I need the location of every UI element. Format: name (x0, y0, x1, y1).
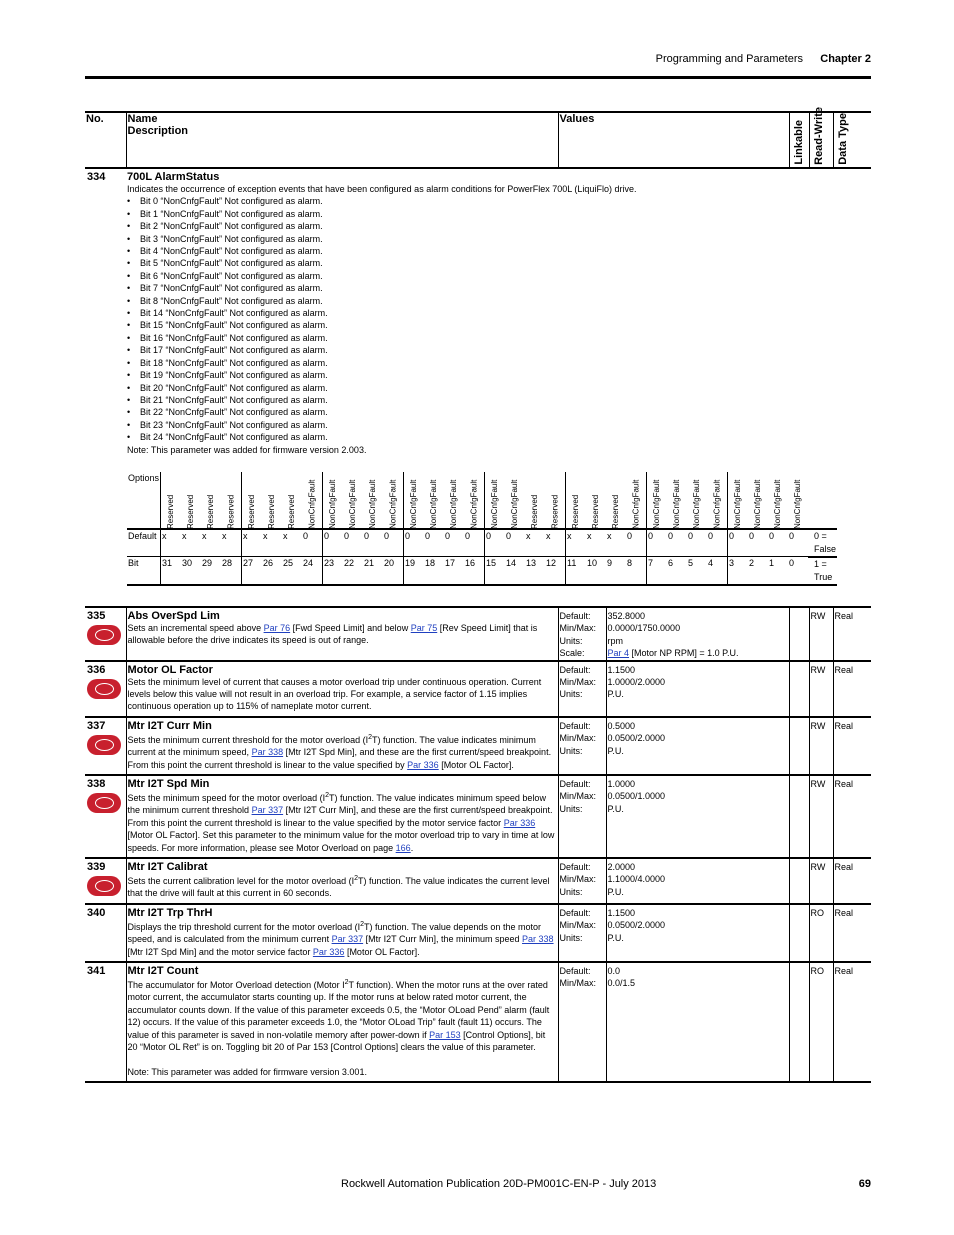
default-cell: 0 (626, 529, 647, 557)
bit-cell: 4 (707, 557, 728, 585)
bit-item: • Bit 0 “NonCnfgFault” Not configured as alarm. (127, 195, 870, 207)
value-values-cell (606, 858, 789, 904)
value-values-cell (606, 717, 789, 775)
bit-cell: 10 (586, 557, 606, 585)
bit-cell: 5 (687, 557, 707, 585)
param-row-338 (85, 775, 871, 858)
value-labels-cell (558, 858, 606, 904)
param-name-desc-cell (126, 661, 558, 717)
bit-cell: 18 (424, 557, 444, 585)
parameter-table (85, 107, 871, 1083)
option-cell: NonCnfgFault (363, 472, 383, 529)
section-title: Programming and Parameters (655, 53, 803, 65)
param-number-cell (85, 858, 126, 904)
bit-item: • Bit 2 “NonCnfgFault” Not configured as alarm. (127, 220, 870, 232)
param-link[interactable]: Par 338 (522, 934, 554, 945)
bit-cell: 24 (302, 557, 323, 585)
motor-overload-badge-icon (87, 735, 121, 755)
value-labels-cell (558, 775, 606, 858)
table-header-row (85, 112, 871, 168)
read-write-cell: RW (809, 607, 833, 661)
value-values-cell (606, 775, 789, 858)
option-cell: NonCnfgFault (383, 472, 404, 529)
bit-item: • Bit 16 “NonCnfgFault” Not configured as alarm. (127, 332, 870, 344)
default-cell: 0 (768, 529, 788, 557)
col-data-type: Data Type (833, 112, 871, 168)
option-cell: NonCnfgFault (728, 472, 749, 529)
default-cell: x (161, 529, 182, 557)
motor-overload-badge-icon (87, 876, 121, 896)
default-cell: 0 (404, 529, 425, 557)
value-label: Min/Max: (559, 978, 597, 989)
chapter-label: Chapter 2 (820, 53, 871, 65)
default-cell: x (282, 529, 302, 557)
bit-item: • Bit 17 “NonCnfgFault” Not configured as alarm. (127, 344, 870, 356)
data-type-cell: Real (833, 775, 871, 858)
value-label: Default: (559, 610, 591, 621)
bit-cell: 1 (768, 557, 788, 585)
motor-overload-badge-icon (87, 679, 121, 699)
bit-cell: 12 (545, 557, 566, 585)
option-cell: NonCnfgFault (343, 472, 363, 529)
col-read-write: Read-Write (809, 112, 833, 168)
param-link[interactable]: Par 338 (251, 747, 284, 758)
linkable-cell (789, 858, 809, 904)
data-type-cell: Real (833, 962, 871, 1082)
bit-cell: 7 (647, 557, 668, 585)
option-cell: NonCnfgFault (707, 472, 728, 529)
read-write-cell: RO (809, 904, 833, 962)
value-label: Min/Max: (559, 874, 597, 885)
read-write-cell: RO (809, 962, 833, 1082)
param-name: Mtr I2T Curr Min (127, 719, 212, 732)
param-link[interactable]: Par 336 (407, 759, 439, 770)
value-label: Default: (559, 966, 591, 977)
options-row (127, 472, 837, 529)
bit-cell: 15 (485, 557, 506, 585)
option-cell: NonCnfgFault (748, 472, 768, 529)
param-number-cell (85, 962, 126, 1082)
bit-label: Bit (127, 557, 161, 585)
value-value: 0.5000 (607, 720, 636, 731)
col-linkable: Linkable (789, 112, 809, 168)
value-value: 0.0500/1.0000 (607, 791, 666, 802)
param-link[interactable]: Par 336 (312, 946, 345, 957)
param-name: Mtr I2T Trp ThrH (127, 906, 213, 919)
default-cell: 0 (748, 529, 768, 557)
bit-item: • Bit 19 “NonCnfgFault” Not configured as alarm. (127, 369, 870, 381)
default-cell: x (586, 529, 606, 557)
bit-cell: 27 (242, 557, 263, 585)
option-cell: Reserved (586, 472, 606, 529)
param-row-336 (85, 661, 871, 717)
col-name: Name (127, 113, 158, 125)
param-link[interactable]: Par 336 (503, 817, 536, 828)
linkable-cell (789, 904, 809, 962)
param-note: Note: This parameter was added for firmware version 2.003. (127, 444, 367, 455)
data-type-cell: Real (833, 858, 871, 904)
legend-true: 1 = True (808, 557, 837, 585)
bit-cell: 21 (363, 557, 383, 585)
value-value: P.U. (607, 689, 624, 700)
value-label: Min/Max: (559, 676, 597, 687)
param-number: 336 (87, 663, 106, 676)
param-number: 340 (87, 906, 106, 919)
option-cell: NonCnfgFault (485, 472, 506, 529)
value-value: 0.0/1.5 (607, 978, 636, 989)
param-link[interactable]: Par 76 (263, 622, 291, 633)
param-description: Sets the minimum level of current that causes a motor overload trip under continuous operation. Current levels below this value will not result in an overload trip. For example, a service factor of 1.15 implies continuous operation up to 115% of nameplate motor current. (127, 676, 542, 712)
bit-cell: 25 (282, 557, 302, 585)
default-cell: 0 (485, 529, 506, 557)
bit-cell: 14 (505, 557, 525, 585)
linkable-cell (789, 717, 809, 775)
bit-item: • Bit 7 “NonCnfgFault” Not configured as alarm. (127, 282, 870, 294)
value-labels-cell (558, 661, 606, 717)
default-cell: 0 (444, 529, 464, 557)
param-row-337 (85, 717, 871, 775)
bit-cell: 22 (343, 557, 363, 585)
default-cell: 0 (687, 529, 707, 557)
linkable-cell (789, 607, 809, 661)
value-value: 0.0500/2.0000 (607, 920, 666, 931)
bit-cell: 26 (262, 557, 282, 585)
superscript: 2 (325, 792, 329, 799)
param-description: Sets the minimum speed for the motor overload $(I^2T)$ function. The value indicates minimum speed below the minimum current threshold Par 337 [Mtr I2T Curr Min], and these are the first current/speed breakpoint. From this point the current threshold is linear to the value specified by the motor service factor Par 336 [Motor OL Factor]. Set this parameter to the minimum value for the motor overload trip to vary in time at low speeds. For more information, please see Motor Overload on page 166. (127, 792, 555, 853)
value-label: Default: (559, 907, 591, 918)
bit-item: • Bit 6 “NonCnfgFault” Not configured as alarm. (127, 270, 870, 282)
bit-item: • Bit 1 “NonCnfgFault” Not configured as alarm. (127, 208, 870, 220)
default-cell: x (181, 529, 201, 557)
option-cell: Reserved (221, 472, 242, 529)
bit-cell: 13 (525, 557, 545, 585)
col-name-description (126, 112, 558, 168)
legend-spacer (808, 472, 837, 529)
value-value: 0.0500/2.0000 (607, 733, 666, 744)
option-cell: NonCnfgFault (323, 472, 344, 529)
param-number: 335 (87, 609, 106, 622)
option-cell: NonCnfgFault (505, 472, 525, 529)
option-cell: NonCnfgFault (687, 472, 707, 529)
param-name-desc-cell (126, 717, 558, 775)
param-number-cell (85, 904, 126, 962)
value-label: Default: (559, 720, 591, 731)
bit-cell: 9 (606, 557, 626, 585)
param-link[interactable]: Par 75 (410, 622, 438, 633)
param-number-cell (85, 717, 126, 775)
option-cell: NonCnfgFault (626, 472, 647, 529)
value-value: 0.0000/1750.0000 (607, 623, 681, 634)
default-cell: 0 (464, 529, 485, 557)
param-number: 334 (85, 168, 126, 607)
value-values-cell (606, 661, 789, 717)
legend-false: 0 = False (808, 529, 837, 557)
param-name-desc-cell (126, 904, 558, 962)
options-label: Options (127, 472, 161, 529)
param-number-cell (85, 607, 126, 661)
param-description: Indicates the occurrence of exception events that have been configured as alarm conditions for PowerFlex 700L (LiquiFlo) drive. (127, 184, 637, 194)
bit-cell: 0 (788, 557, 808, 585)
bit-table (127, 472, 837, 586)
value-value: Par 4 [Motor NP RPM] = 1.0 P.U. (607, 648, 739, 659)
bit-cell: 23 (323, 557, 344, 585)
default-cell: x (221, 529, 242, 557)
data-type-cell: Real (833, 904, 871, 962)
default-cell: 0 (323, 529, 344, 557)
param-name-desc-cell (126, 858, 558, 904)
default-cell: 0 (383, 529, 404, 557)
value-values-cell (606, 607, 789, 661)
bit-cell: 11 (566, 557, 587, 585)
value-label: Units: (559, 803, 583, 814)
param-description: Sets the minimum current threshold for the motor overload $(I^2T)$ function. The value indicates minimum current at the minimum speed, Par 338 [Mtr I2T Spd Min], and these are the first current/speed breakpoint. From this point the current threshold is linear to the value specified by Par 336 [Motor OL Factor]. (127, 733, 552, 770)
param-row-341 (85, 962, 871, 1082)
param-name: Mtr I2T Spd Min (127, 778, 210, 790)
bit-cell: 31 (161, 557, 182, 585)
option-cell: Reserved (545, 472, 566, 529)
param-link[interactable]: Par 337 (331, 934, 364, 945)
param-number-cell (85, 661, 126, 717)
option-cell: Reserved (566, 472, 587, 529)
bit-item: • Bit 14 “NonCnfgFault” Not configured as alarm. (127, 307, 870, 319)
bit-item: • Bit 22 “NonCnfgFault” Not configured as alarm. (127, 406, 870, 418)
value-label: Units: (559, 689, 583, 700)
option-cell: NonCnfgFault (302, 472, 323, 529)
option-cell: NonCnfgFault (647, 472, 668, 529)
bit-cell: 17 (444, 557, 464, 585)
value-label: Units: (559, 745, 583, 756)
bit-item: • Bit 4 “NonCnfgFault” Not configured as alarm. (127, 245, 870, 257)
default-cell: 0 (707, 529, 728, 557)
value-label: Min/Max: (559, 791, 597, 802)
superscript: 2 (354, 875, 359, 883)
page-number: 69 (858, 1178, 871, 1190)
data-type-cell: Real (833, 661, 871, 717)
motor-overload-badge-icon (87, 625, 121, 645)
default-cell: 0 (343, 529, 363, 557)
param-row-339 (85, 858, 871, 904)
option-cell: NonCnfgFault (667, 472, 687, 529)
bit-item: • Bit 24 “NonCnfgFault” Not configured as alarm. (127, 431, 870, 443)
param-number: 338 (87, 778, 106, 790)
bit-item: • Bit 15 “NonCnfgFault” Not configured as alarm. (127, 319, 870, 331)
bit-cell: 6 (667, 557, 687, 585)
bit-cell: 28 (221, 557, 242, 585)
value-value: 1.1000/4.0000 (607, 874, 666, 885)
superscript: 2 (360, 920, 365, 928)
value-value: 2.0000 (607, 862, 636, 873)
option-cell: Reserved (606, 472, 626, 529)
param-name: 700L AlarmStatus (127, 171, 220, 183)
option-cell: Reserved (282, 472, 302, 529)
default-label: Default (127, 529, 161, 557)
option-cell: NonCnfgFault (424, 472, 444, 529)
default-cell: 0 (728, 529, 749, 557)
value-labels-cell (558, 904, 606, 962)
bit-item: • Bit 18 “NonCnfgFault” Not configured as alarm. (127, 357, 870, 369)
value-value: 352.8000 (607, 610, 646, 621)
param-row-340 (85, 904, 871, 962)
param-name: Mtr I2T Calibrat (127, 861, 208, 874)
value-label: Units: (559, 886, 583, 897)
bit-item: • Bit 5 “NonCnfgFault” Not configured as alarm. (127, 257, 870, 269)
value-value: P.U. (607, 745, 624, 756)
param-number: 341 (87, 965, 106, 978)
read-write-cell: RW (809, 661, 833, 717)
bit-item: • Bit 8 “NonCnfgFault” Not configured as alarm. (127, 295, 870, 307)
superscript: 2 (344, 979, 349, 987)
option-cell: Reserved (161, 472, 182, 529)
default-row (127, 529, 837, 557)
value-labels-cell (558, 962, 606, 1082)
value-label: Default: (559, 862, 591, 873)
param-name-desc-cell (126, 775, 558, 858)
publication-info: Rockwell Automation Publication 20D-PM001C-EN-P - July 2013 (341, 1178, 657, 1190)
bit-cell: 3 (728, 557, 749, 585)
value-label: Min/Max: (559, 920, 597, 931)
read-write-cell: RW (809, 858, 833, 904)
default-cell: x (566, 529, 587, 557)
data-type-cell: Real (833, 607, 871, 661)
param-description: Sets the current calibration level for the motor overload $(I^2T)$ function. The value indicates the current level that the drive will fault at this current in 60 seconds. (127, 875, 550, 899)
option-cell: Reserved (262, 472, 282, 529)
value-label: Min/Max: (559, 623, 597, 634)
value-value: P.U. (607, 932, 624, 943)
default-cell: x (606, 529, 626, 557)
default-cell: 0 (667, 529, 687, 557)
superscript: 2 (368, 733, 373, 741)
value-values-cell (606, 904, 789, 962)
value-value: 1.1500 (607, 907, 636, 918)
option-cell: NonCnfgFault (788, 472, 808, 529)
bit-cell: 16 (464, 557, 485, 585)
default-cell: 0 (424, 529, 444, 557)
value-value: 0.0 (607, 966, 621, 977)
default-cell: x (545, 529, 566, 557)
value-value: 1.0000 (607, 779, 636, 789)
bit-item: • Bit 20 “NonCnfgFault” Not configured as alarm. (127, 382, 870, 394)
param-334-body (126, 168, 871, 607)
param-row-334 (85, 168, 871, 607)
default-cell: x (525, 529, 545, 557)
option-cell: NonCnfgFault (464, 472, 485, 529)
value-value: 1.0000/2.0000 (607, 676, 666, 687)
bit-cell: 30 (181, 557, 201, 585)
bit-list (127, 195, 870, 443)
value-values-cell (606, 962, 789, 1082)
bit-cell: 8 (626, 557, 647, 585)
param-link[interactable]: Par 4 (607, 648, 630, 659)
param-name-desc-cell (126, 962, 558, 1082)
param-name: Mtr I2T Count (127, 965, 199, 978)
default-cell: x (242, 529, 263, 557)
default-cell: 0 (505, 529, 525, 557)
data-type-cell: Real (833, 717, 871, 775)
value-value: rpm (607, 635, 623, 646)
param-note: Note: This parameter was added for firmware version 3.001. (127, 1066, 367, 1077)
value-labels-cell (558, 607, 606, 661)
param-number-cell (85, 775, 126, 858)
linkable-cell (789, 962, 809, 1082)
param-description: Displays the trip threshold current for the motor overload $(I^2T)$ function. The value depends on the motor speed, and is calculated from the minimum current Par 337 [Mtr I2T Curr Min], the minimum speed Par 338 [Mtr I2T Spd Min] and the motor service factor Par 336 [Motor OL Factor]. (127, 920, 554, 957)
default-cell: 0 (363, 529, 383, 557)
param-name: Abs OverSpd Lim (127, 609, 220, 622)
read-write-cell: RW (809, 717, 833, 775)
value-label: Default: (559, 664, 591, 675)
param-link[interactable]: Par 337 (251, 805, 284, 816)
bit-item: • Bit 23 “NonCnfgFault” Not configured as alarm. (127, 419, 870, 431)
option-cell: NonCnfgFault (444, 472, 464, 529)
default-cell: 0 (647, 529, 668, 557)
param-name: Motor OL Factor (127, 663, 213, 676)
param-number: 339 (87, 861, 106, 874)
bit-cell: 2 (748, 557, 768, 585)
value-labels-cell (558, 717, 606, 775)
param-description: Sets an incremental speed above Par 76 [Fwd Speed Limit] and below Par 75 [Rev Speed Limit] that is allowable before the drive indicates its speed is out of range. (127, 622, 538, 646)
param-row-335 (85, 607, 871, 661)
option-cell: Reserved (181, 472, 201, 529)
option-cell: Reserved (201, 472, 221, 529)
value-value: 1.1500 (607, 664, 636, 675)
param-link[interactable]: 166 (395, 842, 411, 853)
value-value: P.U. (607, 803, 624, 814)
col-description: Description (127, 125, 189, 138)
param-link[interactable]: Par 153 (429, 1029, 461, 1040)
value-value: P.U. (607, 886, 624, 897)
param-name-desc-cell (126, 607, 558, 661)
read-write-cell: RW (809, 775, 833, 858)
default-cell: x (262, 529, 282, 557)
default-cell: 0 (302, 529, 323, 557)
motor-overload-badge-icon (87, 793, 121, 813)
col-no: No. (85, 112, 126, 168)
bit-cell: 20 (383, 557, 404, 585)
bit-cell: 19 (404, 557, 425, 585)
option-cell: NonCnfgFault (768, 472, 788, 529)
default-cell: 0 (788, 529, 808, 557)
value-label: Scale: (559, 648, 585, 659)
value-label: Units: (559, 932, 583, 943)
option-cell: Reserved (525, 472, 545, 529)
default-cell: x (201, 529, 221, 557)
option-cell: NonCnfgFault (404, 472, 425, 529)
bit-cell: 29 (201, 557, 221, 585)
value-label: Default: (559, 779, 591, 789)
value-label: Min/Max: (559, 733, 597, 744)
option-cell: Reserved (242, 472, 263, 529)
col-values: Values (558, 112, 789, 168)
param-description: The accumulator for Motor Overload detection (Motor $I^2T$ function). When the motor runs at the over rated motor current, the accumulator starts counting up. If the motor runs at below rated motor current, the accumulator counts down. If the value of this parameter exceeds 0.5, the “Motor OLoad Pend” alarm (fault 12) occurs. If the value of this parameter exceeds 1.0, the “Motor OLoad Trip” fault (fault 11) occurs. The value of this parameter is saved in non-volatile memory after power-down if Par 153 [Control Options], bit 20 “Motor OL Ret” is on. Toggling bit 20 of Par 153 [Control Options] clears the value of this parameter. (127, 979, 550, 1053)
param-number: 337 (87, 719, 106, 732)
bit-row (127, 557, 837, 585)
linkable-cell (789, 661, 809, 717)
linkable-cell (789, 775, 809, 858)
bit-item: • Bit 3 “NonCnfgFault” Not configured as alarm. (127, 233, 870, 245)
page-header (85, 52, 871, 79)
bit-item: • Bit 21 “NonCnfgFault” Not configured as alarm. (127, 394, 870, 406)
value-label: Units: (559, 635, 583, 646)
